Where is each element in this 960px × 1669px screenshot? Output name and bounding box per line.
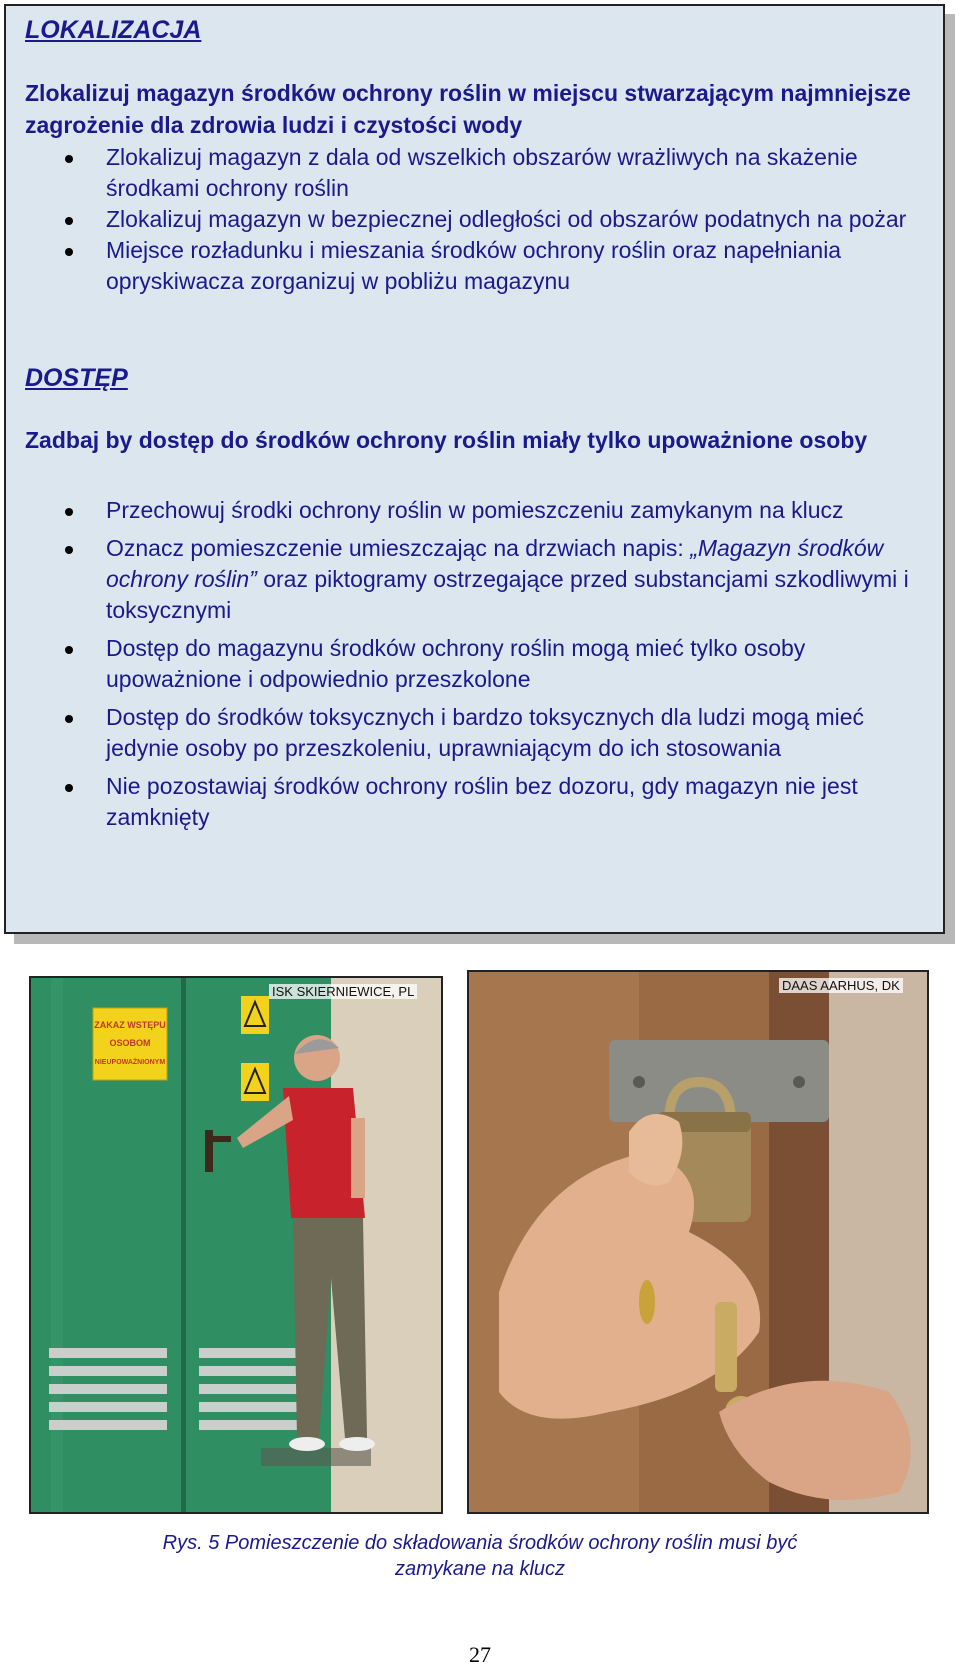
list-item: Zlokalizuj magazyn z dala od wszelkich obszarów wrażliwych na skażenie środkami ochrony roślin bbox=[25, 142, 925, 204]
figure-caption: Rys. 5 Pomieszczenie do składowania środków ochrony roślin musi być zamykane na klucz bbox=[162, 1532, 798, 1580]
photo-padlock bbox=[467, 970, 929, 1514]
list-item: Dostęp do magazynu środków ochrony roślin mogą mieć tylko osoby upoważnione i odpowiednio przeszkolone bbox=[25, 633, 925, 695]
section-heading-lokalizacja: LOKALIZACJA bbox=[25, 16, 202, 44]
section2-lead: Zadbaj by dostęp do środków ochrony roślin miały tylko upoważnione osoby bbox=[25, 427, 868, 453]
photo-locked-door bbox=[29, 976, 443, 1514]
page-number: 27 bbox=[469, 1642, 491, 1667]
section1-list bbox=[25, 142, 925, 297]
section-heading-dostep: DOSTĘP bbox=[25, 364, 128, 392]
bullet-icon bbox=[65, 217, 73, 225]
list-item: Nie pozostawiaj środków ochrony roślin bez dozoru, gdy magazyn nie jest zamknięty bbox=[25, 771, 925, 833]
section1-lead: Zlokalizuj magazyn środków ochrony roślin w miejscu stwarzającym najmniejsze zagrożenie dla zdrowia ludzi i czystości wody bbox=[25, 80, 911, 138]
bullet-icon bbox=[65, 546, 73, 554]
list-item: Dostęp do środków toksycznych i bardzo toksycznych dla ludzi mogą mieć jedynie osoby po przeszkoleniu, uprawniającym do ich stosowania bbox=[25, 702, 925, 764]
door-illustration bbox=[31, 978, 441, 1512]
bullet-icon bbox=[65, 784, 73, 792]
bullet-icon bbox=[65, 508, 73, 516]
bullet-icon bbox=[65, 646, 73, 654]
list-item: Przechowuj środki ochrony roślin w pomieszczeniu zamykanym na klucz bbox=[25, 495, 925, 526]
svg-text:ZAKAZ WSTĘPU: ZAKAZ WSTĘPU bbox=[94, 1020, 166, 1030]
list-item: Zlokalizuj magazyn w bezpiecznej odległości od obszarów podatnych na pożar bbox=[25, 204, 925, 235]
list-item: Oznacz pomieszczenie umieszczając na drzwiach napis: „Magazyn środków ochrony roślin” oraz piktogramy ostrzegające przed substancjami szkodliwymi i toksycznymi bbox=[25, 533, 925, 626]
padlock-illustration bbox=[469, 972, 927, 1512]
svg-text:OSOBOM: OSOBOM bbox=[109, 1038, 151, 1048]
svg-text:NIEUPOWAŻNIONYM: NIEUPOWAŻNIONYM bbox=[94, 1059, 166, 1066]
bullet-icon bbox=[65, 248, 73, 256]
bullet-icon bbox=[65, 715, 73, 723]
bullet-icon bbox=[65, 155, 73, 163]
section2-list bbox=[25, 495, 925, 840]
photo-credit-left: ISK SKIERNIEWICE, PL bbox=[269, 984, 417, 999]
list-item: Miejsce rozładunku i mieszania środków ochrony roślin oraz napełniania opryskiwacza zorganizuj w pobliżu magazynu bbox=[25, 235, 925, 297]
photo-credit-right: DAAS AARHUS, DK bbox=[779, 978, 903, 993]
